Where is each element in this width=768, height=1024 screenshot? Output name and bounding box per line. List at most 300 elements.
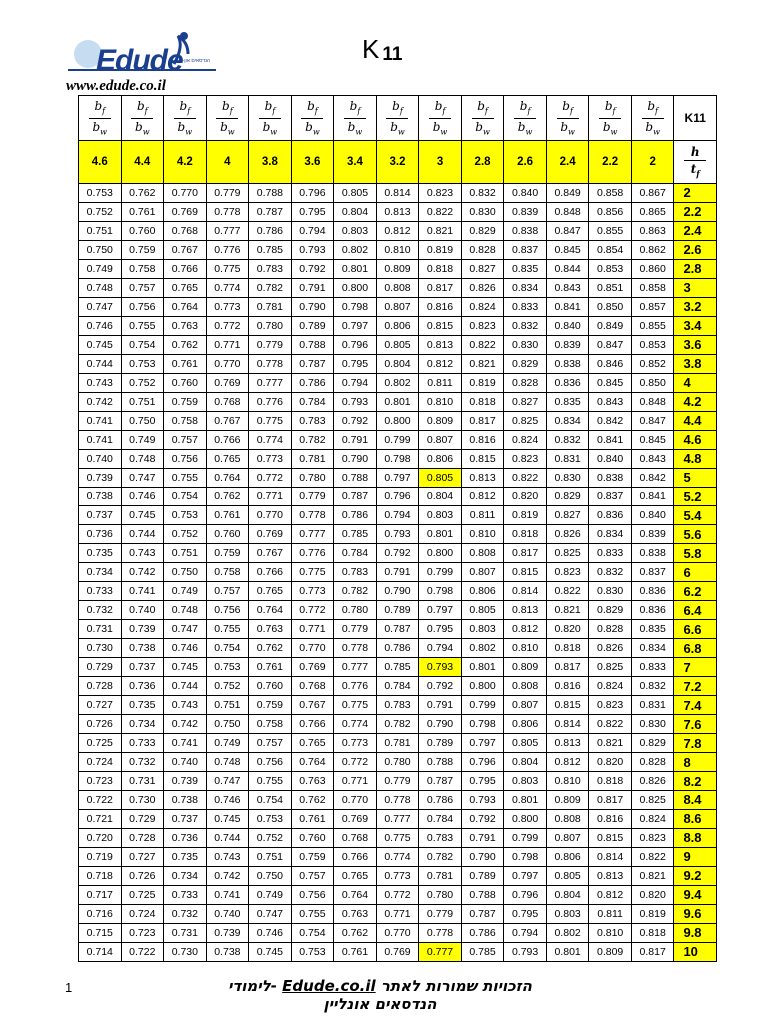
- table-cell: 0.774: [334, 715, 377, 734]
- table-cell: 0.830: [546, 468, 589, 487]
- column-header: 4.2: [164, 141, 207, 184]
- table-cell: 0.770: [249, 506, 292, 525]
- column-header: 2: [631, 141, 674, 184]
- table-cell: 0.813: [376, 202, 419, 221]
- table-cell: 0.816: [589, 809, 632, 828]
- table-cell: 0.786: [249, 221, 292, 240]
- table-cell: 0.812: [589, 885, 632, 904]
- ratio-header-cell: [291, 96, 334, 141]
- row-header: 7.8: [674, 734, 717, 753]
- table-cell: 0.759: [291, 847, 334, 866]
- table-cell: 0.755: [291, 904, 334, 923]
- table-row: [79, 259, 717, 278]
- row-header: 5: [674, 468, 717, 487]
- table-cell: 0.726: [121, 866, 164, 885]
- table-cell: 0.835: [546, 392, 589, 411]
- table-row: [79, 487, 717, 506]
- table-cell: 0.822: [546, 582, 589, 601]
- table-cell: 0.797: [334, 316, 377, 335]
- column-header: 2.4: [546, 141, 589, 184]
- table-cell: 0.753: [121, 354, 164, 373]
- table-row: [79, 923, 717, 942]
- table-cell: 0.849: [546, 184, 589, 203]
- table-cell: 0.810: [461, 525, 504, 544]
- table-cell: 0.751: [79, 221, 122, 240]
- table-row: [79, 240, 717, 259]
- table-cell: 0.714: [79, 942, 122, 961]
- table-cell: 0.766: [206, 430, 249, 449]
- table-cell: 0.779: [291, 487, 334, 506]
- table-cell: 0.786: [419, 791, 462, 810]
- table-cell: 0.793: [504, 942, 547, 961]
- table-row: [79, 202, 717, 221]
- table-cell: 0.737: [121, 658, 164, 677]
- table-cell: 0.815: [461, 449, 504, 468]
- table-cell: 0.787: [291, 354, 334, 373]
- row-header: 8.4: [674, 791, 717, 810]
- table-cell: 0.772: [376, 885, 419, 904]
- table-cell: 0.749: [249, 885, 292, 904]
- table-cell: 0.790: [376, 582, 419, 601]
- table-cell: 0.858: [589, 184, 632, 203]
- table-cell: 0.827: [461, 259, 504, 278]
- table-cell: 0.765: [291, 734, 334, 753]
- row-header: 7.2: [674, 677, 717, 696]
- table-cell: 0.724: [79, 753, 122, 772]
- table-cell: 0.803: [461, 620, 504, 639]
- table-cell: 0.824: [461, 297, 504, 316]
- table-cell: 0.826: [546, 525, 589, 544]
- bf-over-bw-label: $\frac{b_f}{b_w}$: [642, 100, 664, 137]
- row-header: 2.4: [674, 221, 717, 240]
- table-row: [79, 221, 717, 240]
- table-cell: 0.808: [461, 544, 504, 563]
- table-row: [79, 753, 717, 772]
- table-cell: 0.822: [419, 202, 462, 221]
- table-cell: 0.815: [589, 828, 632, 847]
- table-row: [79, 942, 717, 961]
- table-cell: 0.787: [376, 620, 419, 639]
- column-header: 3: [419, 141, 462, 184]
- table-cell: 0.835: [504, 259, 547, 278]
- table-cell: 0.747: [249, 904, 292, 923]
- table-cell: 0.828: [461, 240, 504, 259]
- table-cell: 0.760: [291, 828, 334, 847]
- table-cell: 0.774: [206, 278, 249, 297]
- table-cell: 0.722: [79, 791, 122, 810]
- row-header: 4.8: [674, 449, 717, 468]
- table-cell: 0.820: [589, 753, 632, 772]
- table-cell: 0.748: [164, 601, 207, 620]
- table-cell: 0.813: [419, 335, 462, 354]
- table-cell: 0.758: [249, 715, 292, 734]
- ratio-header-cell: [631, 96, 674, 141]
- h-over-tf-label-cell: [674, 141, 717, 184]
- table-cell: 0.730: [164, 942, 207, 961]
- bf-over-bw-label: $\frac{b_f}{b_w}$: [472, 100, 494, 137]
- table-cell: 0.860: [631, 259, 674, 278]
- table-cell: 0.731: [79, 620, 122, 639]
- table-cell: 0.808: [376, 278, 419, 297]
- table-cell: 0.772: [206, 316, 249, 335]
- table-cell: 0.796: [291, 184, 334, 203]
- table-cell: 0.737: [79, 506, 122, 525]
- table-cell: 0.798: [504, 847, 547, 866]
- table-cell: 0.808: [504, 677, 547, 696]
- table-cell: 0.765: [334, 866, 377, 885]
- table-cell: 0.814: [546, 715, 589, 734]
- table-cell: 0.725: [79, 734, 122, 753]
- footer-site-link[interactable]: Edude.co.il: [282, 977, 376, 995]
- table-cell: 0.848: [631, 392, 674, 411]
- table-cell: 0.823: [631, 828, 674, 847]
- table-cell: 0.769: [376, 942, 419, 961]
- table-cell: 0.752: [206, 677, 249, 696]
- table-cell: 0.820: [546, 620, 589, 639]
- table-cell: 0.816: [419, 297, 462, 316]
- table-row: [79, 354, 717, 373]
- table-cell: 0.742: [79, 392, 122, 411]
- table-cell: 0.753: [206, 658, 249, 677]
- row-header: 6.6: [674, 620, 717, 639]
- table-cell: 0.717: [79, 885, 122, 904]
- table-row: [79, 847, 717, 866]
- table-cell: 0.729: [79, 658, 122, 677]
- table-cell: 0.847: [589, 335, 632, 354]
- table-cell: 0.737: [164, 809, 207, 828]
- table-cell: 0.834: [589, 525, 632, 544]
- table-cell: 0.793: [376, 525, 419, 544]
- table-cell: 0.805: [376, 335, 419, 354]
- table-cell: 0.779: [206, 184, 249, 203]
- ratio-header-cell: [79, 96, 122, 141]
- table-cell: 0.829: [631, 734, 674, 753]
- table-row: [79, 506, 717, 525]
- table-cell: 0.758: [206, 563, 249, 582]
- table-cell: 0.797: [504, 866, 547, 885]
- table-cell: 0.745: [121, 506, 164, 525]
- table-cell: 0.822: [589, 715, 632, 734]
- row-header: 5.8: [674, 544, 717, 563]
- column-header: 2.6: [504, 141, 547, 184]
- table-cell: 0.817: [504, 544, 547, 563]
- table-cell: 0.825: [504, 411, 547, 430]
- row-header: 10: [674, 942, 717, 961]
- table-cell: 0.837: [504, 240, 547, 259]
- table-cell: 0.747: [164, 620, 207, 639]
- row-header: 6.2: [674, 582, 717, 601]
- table-cell: 0.772: [249, 468, 292, 487]
- table-cell: 0.796: [504, 885, 547, 904]
- table-cell: 0.770: [206, 354, 249, 373]
- table-cell: 0.854: [589, 240, 632, 259]
- table-cell: 0.753: [164, 506, 207, 525]
- table-row: [79, 184, 717, 203]
- table-cell: 0.806: [504, 715, 547, 734]
- table-row: [79, 563, 717, 582]
- row-header: 3: [674, 278, 717, 297]
- row-header: 3.8: [674, 354, 717, 373]
- table-cell: 0.813: [461, 468, 504, 487]
- ratio-header-cell: [546, 96, 589, 141]
- table-cell: 0.797: [461, 734, 504, 753]
- table-cell: 0.747: [79, 297, 122, 316]
- row-header: 7: [674, 658, 717, 677]
- table-cell: 0.811: [589, 904, 632, 923]
- table-cell: 0.796: [334, 335, 377, 354]
- table-cell: 0.780: [334, 601, 377, 620]
- table-cell: 0.824: [504, 430, 547, 449]
- row-header: 3.6: [674, 335, 717, 354]
- table-cell: 0.746: [79, 316, 122, 335]
- table-cell: 0.816: [461, 430, 504, 449]
- table-cell: 0.757: [164, 430, 207, 449]
- bf-over-bw-label: $\frac{b_f}{b_w}$: [386, 100, 408, 137]
- table-cell: 0.829: [461, 221, 504, 240]
- k11-table: [78, 95, 717, 962]
- table-cell: 0.826: [631, 772, 674, 791]
- table-cell: 0.757: [291, 866, 334, 885]
- table-cell: 0.739: [206, 923, 249, 942]
- table-cell: 0.748: [79, 278, 122, 297]
- table-cell: 0.794: [504, 923, 547, 942]
- table-cell: 0.812: [419, 354, 462, 373]
- table-cell: 0.810: [546, 772, 589, 791]
- table-cell: 0.789: [461, 866, 504, 885]
- table-cell: 0.812: [504, 620, 547, 639]
- row-header: 7.6: [674, 715, 717, 734]
- table-cell: 0.801: [419, 525, 462, 544]
- table-cell: 0.769: [334, 809, 377, 828]
- table-cell: 0.773: [206, 297, 249, 316]
- table-cell: 0.795: [419, 620, 462, 639]
- table-cell: 0.778: [291, 506, 334, 525]
- table-cell: 0.796: [376, 487, 419, 506]
- table-cell: 0.828: [504, 373, 547, 392]
- row-header: 6: [674, 563, 717, 582]
- table-cell: 0.731: [121, 772, 164, 791]
- table-cell: 0.767: [206, 411, 249, 430]
- table-row: [79, 430, 717, 449]
- table-cell: 0.815: [504, 563, 547, 582]
- table-row: [79, 828, 717, 847]
- table-cell: 0.815: [419, 316, 462, 335]
- table-cell: 0.762: [164, 335, 207, 354]
- table-cell: 0.829: [546, 487, 589, 506]
- table-cell: 0.736: [79, 525, 122, 544]
- table-row: [79, 639, 717, 658]
- table-cell: 0.741: [206, 885, 249, 904]
- table-cell: 0.748: [206, 753, 249, 772]
- table-cell: 0.776: [334, 677, 377, 696]
- footer-rights-text: הזכויות שמורות לאתר: [375, 977, 532, 995]
- table-cell: 0.786: [291, 373, 334, 392]
- ratio-header-cell: [249, 96, 292, 141]
- table-cell: 0.761: [334, 942, 377, 961]
- row-header: 4.2: [674, 392, 717, 411]
- table-row: [79, 373, 717, 392]
- table-cell: 0.776: [291, 544, 334, 563]
- table-cell: 0.853: [589, 259, 632, 278]
- table-cell: 0.790: [334, 449, 377, 468]
- table-cell: 0.781: [249, 297, 292, 316]
- table-cell: 0.781: [291, 449, 334, 468]
- table-cell: 0.848: [546, 202, 589, 221]
- table-cell: 0.741: [164, 734, 207, 753]
- table-cell: 0.823: [461, 316, 504, 335]
- table-cell: 0.744: [206, 828, 249, 847]
- table-cell: 0.841: [631, 487, 674, 506]
- table-cell: 0.753: [291, 942, 334, 961]
- table-cell: 0.806: [419, 449, 462, 468]
- table-cell: 0.826: [461, 278, 504, 297]
- table-cell: 0.734: [79, 563, 122, 582]
- table-cell: 0.823: [419, 184, 462, 203]
- column-header: 4: [206, 141, 249, 184]
- table-cell: 0.828: [589, 620, 632, 639]
- table-cell: 0.807: [376, 297, 419, 316]
- table-row: [79, 525, 717, 544]
- table-cell: 0.803: [546, 904, 589, 923]
- ratio-header-cell: [461, 96, 504, 141]
- page-title-main: K: [362, 34, 380, 64]
- table-cell: 0.807: [419, 430, 462, 449]
- table-cell: 0.755: [249, 772, 292, 791]
- table-cell: 0.797: [419, 601, 462, 620]
- table-cell: 0.739: [121, 620, 164, 639]
- table-cell: 0.822: [504, 468, 547, 487]
- table-cell: 0.750: [79, 240, 122, 259]
- table-cell: 0.745: [79, 335, 122, 354]
- table-cell: 0.731: [164, 923, 207, 942]
- table-cell: 0.847: [546, 221, 589, 240]
- table-row: [79, 601, 717, 620]
- table-cell: 0.790: [291, 297, 334, 316]
- table-cell: 0.798: [334, 297, 377, 316]
- logo-url[interactable]: www.edude.co.il: [66, 78, 166, 94]
- table-row: [79, 620, 717, 639]
- table-cell: 0.776: [206, 240, 249, 259]
- table-cell: 0.802: [546, 923, 589, 942]
- table-cell: 0.818: [419, 259, 462, 278]
- table-cell: 0.806: [461, 582, 504, 601]
- ratio-header-cell: [206, 96, 249, 141]
- table-cell: 0.728: [79, 677, 122, 696]
- table-row: [79, 316, 717, 335]
- table-cell: 0.764: [164, 297, 207, 316]
- row-header: 3.4: [674, 316, 717, 335]
- table-cell: 0.801: [334, 259, 377, 278]
- table-cell: 0.778: [376, 791, 419, 810]
- table-cell: 0.782: [334, 582, 377, 601]
- row-header: 4.4: [674, 411, 717, 430]
- table-cell: 0.811: [419, 373, 462, 392]
- table-cell: 0.756: [206, 601, 249, 620]
- table-cell: 0.756: [249, 753, 292, 772]
- table-cell: 0.807: [546, 828, 589, 847]
- table-cell: 0.800: [504, 809, 547, 828]
- table-cell: 0.837: [589, 487, 632, 506]
- table-cell: 0.813: [504, 601, 547, 620]
- table-cell: 0.764: [291, 753, 334, 772]
- table-cell: 0.762: [206, 487, 249, 506]
- table-cell: 0.758: [164, 411, 207, 430]
- column-header: 3.6: [291, 141, 334, 184]
- table-cell: 0.809: [419, 411, 462, 430]
- table-cell: 0.772: [291, 601, 334, 620]
- page-number: 1: [65, 980, 73, 995]
- table-cell: 0.832: [504, 316, 547, 335]
- table-cell: 0.789: [291, 316, 334, 335]
- table-cell: 0.823: [504, 449, 547, 468]
- bf-over-bw-label: $\frac{b_f}{b_w}$: [259, 100, 281, 137]
- table-cell: 0.841: [546, 297, 589, 316]
- table-cell: 0.817: [419, 278, 462, 297]
- table-cell: 0.840: [504, 184, 547, 203]
- table-cell: 0.782: [419, 847, 462, 866]
- table-cell: 0.798: [419, 582, 462, 601]
- table-cell: 0.715: [79, 923, 122, 942]
- table-row: [79, 904, 717, 923]
- table-cell: 0.804: [504, 753, 547, 772]
- table-cell: 0.742: [164, 715, 207, 734]
- table-cell: 0.830: [504, 335, 547, 354]
- table-cell: 0.739: [79, 468, 122, 487]
- table-cell: 0.827: [546, 506, 589, 525]
- table-cell: 0.776: [249, 392, 292, 411]
- table-cell: 0.857: [631, 297, 674, 316]
- table-cell: 0.830: [631, 715, 674, 734]
- table-cell: 0.741: [79, 430, 122, 449]
- table-cell: 0.785: [376, 658, 419, 677]
- table-cell: 0.754: [249, 791, 292, 810]
- table-cell: 0.786: [461, 923, 504, 942]
- table-cell: 0.787: [419, 772, 462, 791]
- table-cell: 0.746: [206, 791, 249, 810]
- table-cell: 0.790: [419, 715, 462, 734]
- table-cell: 0.858: [631, 278, 674, 297]
- table-cell: 0.787: [249, 202, 292, 221]
- table-cell: 0.723: [79, 772, 122, 791]
- row-header: 6.8: [674, 639, 717, 658]
- header-ratio-row: [79, 96, 717, 141]
- table-cell: 0.791: [291, 278, 334, 297]
- table-cell: 0.832: [631, 677, 674, 696]
- logo[interactable]: [66, 26, 226, 96]
- table-cell: 0.728: [121, 828, 164, 847]
- table-cell: 0.730: [79, 639, 122, 658]
- table-cell: 0.757: [121, 278, 164, 297]
- table-row: [79, 278, 717, 297]
- table-cell: 0.794: [419, 639, 462, 658]
- table-cell: 0.809: [376, 259, 419, 278]
- ratio-header-cell: [376, 96, 419, 141]
- table-cell: 0.760: [121, 221, 164, 240]
- table-cell: 0.825: [589, 658, 632, 677]
- table-cell: 0.777: [249, 373, 292, 392]
- table-cell: 0.779: [419, 904, 462, 923]
- table-cell: 0.817: [546, 658, 589, 677]
- table-cell: 0.763: [291, 772, 334, 791]
- table-cell: 0.756: [291, 885, 334, 904]
- table-cell: 0.809: [546, 791, 589, 810]
- table-cell: 0.846: [589, 354, 632, 373]
- table-cell: 0.822: [631, 847, 674, 866]
- table-cell: 0.787: [334, 487, 377, 506]
- table-cell: 0.802: [334, 240, 377, 259]
- bf-over-bw-label: $\frac{b_f}{b_w}$: [429, 100, 451, 137]
- table-cell: 0.794: [291, 221, 334, 240]
